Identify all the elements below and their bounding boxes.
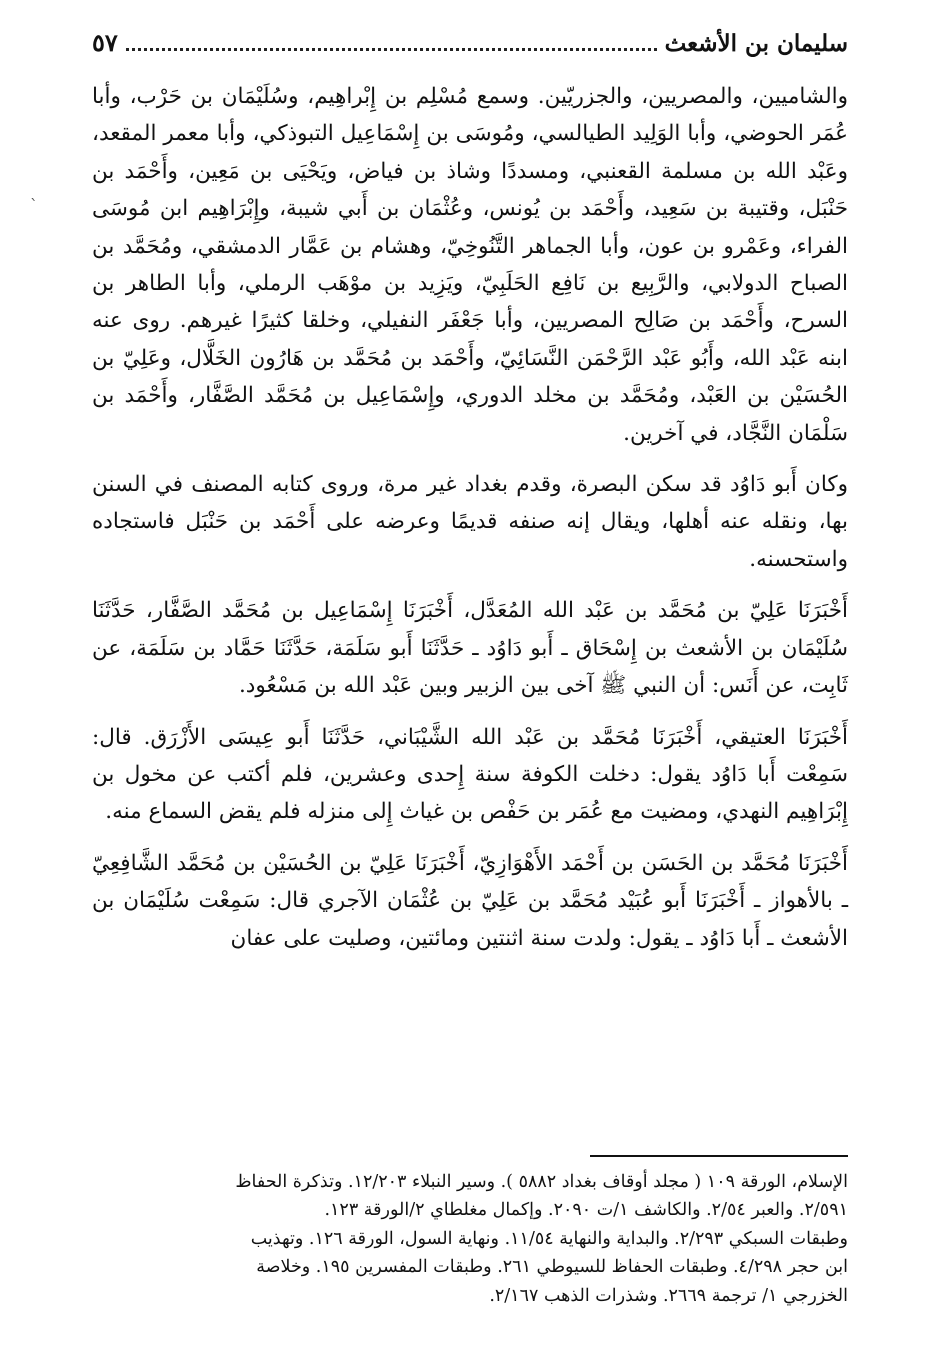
- body-paragraph: وكان أَبو دَاوُد قد سكن البصرة، وقدم بغداد غير مرة، وروى كتابه المصنف في السنن بها، ونقله عنه أهلها، ويقال إنه صنفه قديمًا وعرضه على أَحْمَد بن حَنْبَل فاستجاده واستحسنه.: [92, 472, 848, 572]
- body-paragraph: أَخْبَرَنَا العتيقي، أَخْبَرَنَا مُحَمَّد بن عَبْد الله الشَّيْبَاني، حَدَّثَنَا أَبو عِيسَى الأَزْرَق. قال: سَمِعْت أَبا دَاوُد يقول: دخلت الكوفة سنة إِحدى وعشرين، فلم أكتب عن مخول بن إِبْرَاهِيم النهدي، ومضيت مع عُمَر بن حَفْص بن غياث إِلى منزله فلم يقض السماع منه.: [92, 724, 848, 825]
- body-paragraph: أَخْبَرَنَا مُحَمَّد بن الحَسَن بن أَحْمَد الأَهْوَازِيّ، أَخْبَرَنَا عَلِيّ بن الحُسَيْن بن مُحَمَّد الشَّافِعِيّ ـ بالأهواز ـ أَخْبَرَنَا أَبو عُبَيْد مُحَمَّد بن عَلِيّ بن عُثْمَان الآجري قال: سَمِعْت سُلَيْمَان بن الأشعث ـ أَبا دَاوُد ـ يقول: ولدت سنة اثنتين ومائتين، وصليت على عفان: [92, 850, 848, 951]
- footnote-rule: [590, 1155, 848, 1157]
- book-page: [92, 28, 848, 1338]
- page-header: [92, 28, 848, 78]
- page-number: ٥٧: [92, 28, 118, 57]
- footnote-line: الإسلام، الورقة ١٠٩ ( مجلد أوقاف بغداد ٥٨٨٢ ). وسير النبلاء ١٢/٢٠٣. وتذكرة الحفاظ: [235, 1172, 848, 1192]
- footnote-line: وطبقات السبكي ٢/٢٩٣. والبداية والنهاية ١١/٥٤. ونهاية السول، الورقة ١٢٦. وتهذيب: [250, 1228, 848, 1249]
- dot-leader: [126, 34, 657, 51]
- running-title: سليمان بن الأشعث: [664, 30, 848, 57]
- margin-mark: `: [30, 196, 38, 215]
- footnote-line: الخزرجي ١/ ترجمة ٢٦٦٩. وشذرات الذهب ٢/١٦٧.: [489, 1285, 848, 1306]
- footnote-separator: [92, 1155, 848, 1165]
- body-paragraph: أَخْبَرَنَا عَلِيّ بن مُحَمَّد بن عَبْد الله المُعَدَّل، أَخْبَرَنَا إِسْمَاعِيل بن مُحَمَّد الصَّفَّار، حَدَّثَنَا سُلَيْمَان بن الأشعث بن إِسْحَاق ـ أَبو دَاوُد ـ حَدَّثَنَا أَبو سَلَمَة، حَدَّثَنَا حَمَّاد بن سَلَمَة، عن ثَابِت، عن أَنَس: أن النبي ﷺ آخى بين الزبير وبين عَبْد الله بن مَسْعُود.: [92, 598, 848, 699]
- footnote-line: ٢/٥٩١. والعبر ٢/٥٤. والكاشف ١/ت ٢٠٩٠. وإكمال مغلطاي ٢/الورقة ١٢٣.: [324, 1200, 848, 1221]
- body-paragraph: والشاميين، والمصريين، والجزريّين. وسمع مُسْلِم بن إِبْراهِيم، وسُلَيْمَان بن حَرْب، وأبا عُمَر الحوضي، وأبا الوَلِيد الطيالسي، ومُوسَى بن إِسْمَاعِيل التبوذكي، وأبا معمر المقعد، وعَبْد الله بن مسلمة القعنبي، ومسددًا وشاذ بن فياض، ويَحْيَى بن مَعِين، وأَحْمَد بن حَنْبَل، وقتيبة بن سَعِيد، وأَحْمَد بن يُونس، وعُثْمَان بن أَبي شيبة، وإِبْرَاهِيم ابن مُوسَى الفراء، وعَمْرو بن عون، وأبا الجماهر التَّنُوخِيّ، وهشام بن عَمَّار الدمشقي، ومُحَمَّد بن الصباح الدولابي، والرَّبِيع بن نَافِع الحَلَبِيّ، ويَزِيد بن موْهَب الرملي، وأبا الطاهر بن السرح، وأَحْمَد بن صَالِح المصريين، وأبا جَعْفَر النفيلي، وخلقا كثيرًا غيرهم. روى عنه ابنه عَبْد الله، وأَبُو عَبْد الرَّحْمَن النَّسَائِيّ، وأَحْمَد بن مُحَمَّد بن هَارُون الخَلَّال، وعَلِيّ بن الحُسَيْن بن العَبْد، ومُحَمَّد بن مخلد الدوري، وإِسْمَاعِيل بن مُحَمَّد الصَّفَّار، وأَحْمَد بن سَلْمَان النَّجَّاد، في آخرين.: [92, 84, 848, 446]
- footnote-line: ابن حجر ٤/٢٩٨. وطبقات الحفاظ للسيوطي ٢٦١. وطبقات المفسرين ١٩٥. وخلاصة: [256, 1257, 848, 1278]
- footnotes: [92, 1168, 848, 1310]
